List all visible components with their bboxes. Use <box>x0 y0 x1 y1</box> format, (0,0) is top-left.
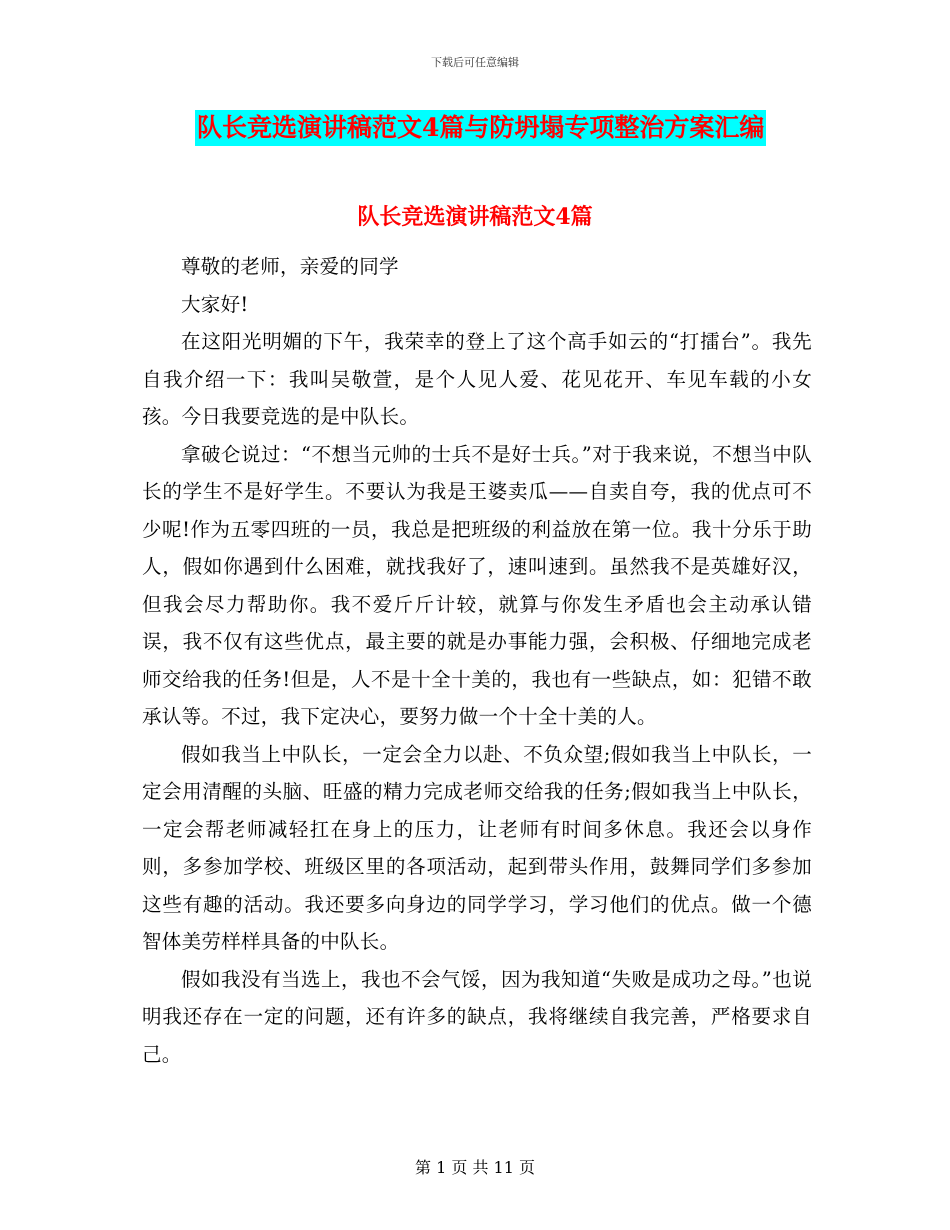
intro-paragraph: 在这阳光明媚的下午，我荣幸的登上了这个高手如云的“打擂台”。我先自我介绍一下：我叫吴敬萱，是个人见人爱、花见花开、车见车载的小女孩。今日我要竞选的是中队长。 <box>142 330 812 428</box>
salutation-paragraph: 尊敬的老师，亲爱的同学 <box>181 255 399 278</box>
greeting-paragraph: 大家好! <box>181 292 249 316</box>
promise-paragraph: 假如我当上中队长，一定会全力以赴、不负众望;假如我当上中队长，一定会用清醒的头脑、旺盛的精力完成老师交给我的任务;假如我当上中队长，一定会帮老师减轻扛在身上的压力，让老师有时间多休息。我还会以身作则，多参加学校、班级区里的各项活动，起到带头作用，鼓舞同学们多参加这些有趣的活动。我还要多向身边的同学学习，学习他们的优点。做一个德智体美劳样样具备的中队长。 <box>142 742 812 953</box>
speech-body <box>142 248 812 1073</box>
strengths-paragraph: 拿破仑说过：“不想当元帅的士兵不是好士兵。”对于我来说，不想当中队长的学生不是好学生。不要认为我是王婆卖瓜——自卖自夸，我的优点可不少呢!作为五零四班的一员，我总是把班级的利益放在第一位。我十分乐于助人，假如你遇到什么困难，就找我好了，速叫速到。虽然我不是英雄好汉，但我会尽力帮助你。我不爱斤斤计较，就算与你发生矛盾也会主动承认错误，我不仅有这些优点，最主要的就是办事能力强，会积极、仔细地完成老师交给我的任务!但是，人不是十全十美的，我也有一些缺点，如：犯错不敢承认等。不过，我下定决心，要努力做一个十全十美的人。 <box>142 442 812 728</box>
section-title: 队长竞选演讲稿范文4篇 <box>357 204 593 230</box>
document-title: 队长竞选演讲稿范文4篇与防坍塌专项整治方案汇编 <box>195 110 766 146</box>
header-note: 下载后可任意编辑 <box>431 56 519 69</box>
closing-paragraph: 假如我没有当选上，我也不会气馁，因为我知道“失败是成功之母。”也说明我还存在一定的问题，还有许多的缺点，我将继续自我完善，严格要求自己。 <box>142 967 812 1066</box>
page-number: 第 1 页 共 11 页 <box>415 1158 535 1177</box>
